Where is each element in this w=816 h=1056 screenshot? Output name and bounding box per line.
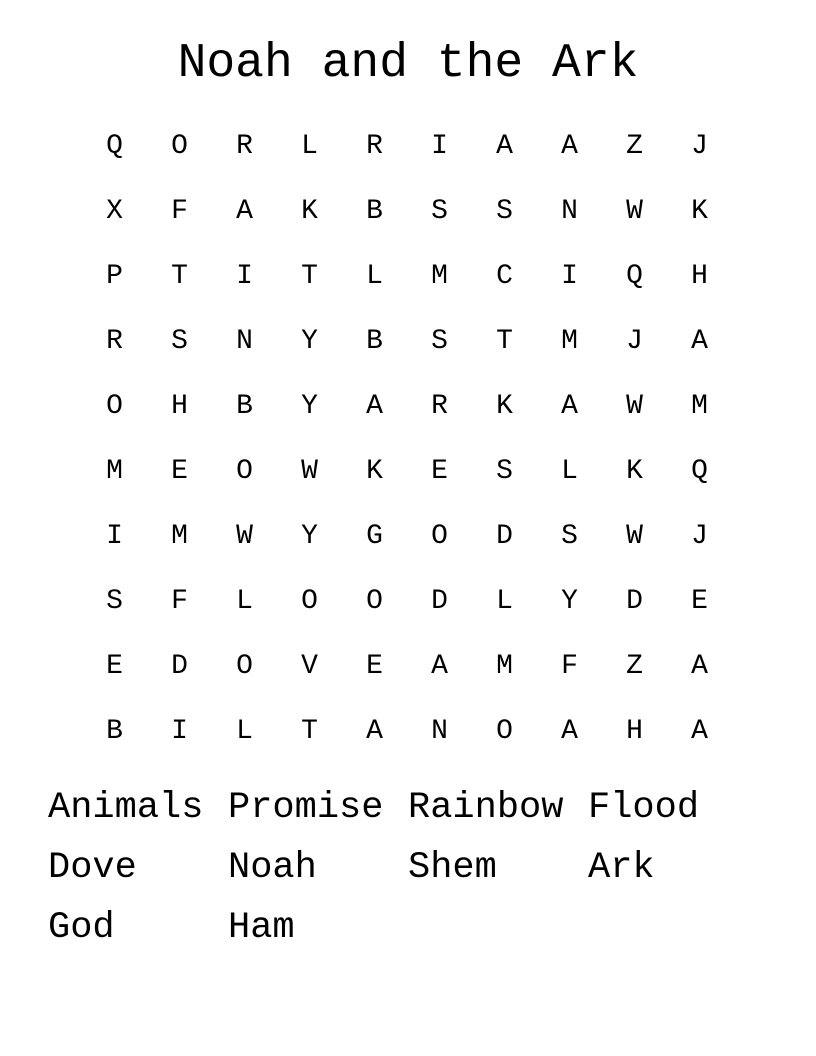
grid-letter: I [431,130,448,162]
grid-letter: S [431,325,448,357]
grid-letter: R [106,325,123,357]
grid-letter: Y [301,325,318,357]
grid-letter: F [171,195,188,227]
grid-letter: R [366,130,383,162]
grid-letter: I [171,715,188,747]
grid-letter: A [691,715,708,747]
grid-letter: C [496,260,513,292]
grid-letter: M [431,260,448,292]
grid-letter: D [171,650,188,682]
grid-letter: Y [301,390,318,422]
grid-letter: I [106,520,123,552]
grid-letter: O [431,520,448,552]
grid-letter: T [171,260,188,292]
grid-letter: J [691,130,708,162]
grid-letter: D [626,585,643,617]
grid-letter: Q [106,130,123,162]
grid-letter: Q [691,455,708,487]
grid-letter: A [366,390,383,422]
grid-letter: B [236,390,253,422]
word-list-item: Animals [48,787,204,829]
grid-letter: O [236,455,253,487]
letter-grid [82,114,732,764]
grid-letter: K [496,390,513,422]
grid-letter: W [236,520,253,552]
grid-letter: H [626,715,643,747]
grid-letter: K [301,195,318,227]
grid-letter: E [171,455,188,487]
grid-letter: O [301,585,318,617]
grid-letter: Y [561,585,578,617]
grid-letter: Q [626,260,643,292]
grid-letter: L [366,260,383,292]
grid-letter: A [561,390,578,422]
grid-letter: A [691,650,708,682]
grid-letter: T [496,325,513,357]
grid-letter: V [301,650,318,682]
grid-letter: A [561,715,578,747]
grid-letter: R [431,390,448,422]
grid-letter: W [301,455,318,487]
grid-letter: A [691,325,708,357]
word-list-item: God [48,907,115,949]
grid-letter: G [366,520,383,552]
grid-letter: F [171,585,188,617]
grid-letter: Z [626,650,643,682]
grid-letter: N [561,195,578,227]
grid-letter: L [561,455,578,487]
word-list-item: Promise [228,787,384,829]
word-list-item: Ark [588,847,655,889]
grid-letter: Z [626,130,643,162]
grid-letter: M [561,325,578,357]
grid-letter: B [366,325,383,357]
grid-letter: T [301,260,318,292]
grid-letter: Y [301,520,318,552]
grid-letter: K [366,455,383,487]
word-list [48,780,768,960]
grid-letter: J [691,520,708,552]
grid-letter: M [691,390,708,422]
grid-letter: A [496,130,513,162]
grid-letter: L [301,130,318,162]
grid-letter: W [626,195,643,227]
grid-letter: H [171,390,188,422]
grid-letter: S [431,195,448,227]
grid-letter: K [691,195,708,227]
grid-letter: A [561,130,578,162]
word-list-item: Shem [408,847,497,889]
grid-letter: W [626,390,643,422]
word-list-item: Rainbow [408,787,564,829]
grid-letter: X [106,195,123,227]
grid-letter: I [561,260,578,292]
grid-letter: P [106,260,123,292]
grid-letter: N [236,325,253,357]
grid-letter: F [561,650,578,682]
grid-letter: S [561,520,578,552]
grid-letter: T [301,715,318,747]
page-title: Noah and the Ark [177,37,639,91]
grid-letter: O [236,650,253,682]
grid-letter: O [496,715,513,747]
grid-letter: S [106,585,123,617]
grid-letter: E [106,650,123,682]
grid-letter: A [366,715,383,747]
grid-letter: O [171,130,188,162]
grid-letter: B [106,715,123,747]
grid-letter: O [106,390,123,422]
grid-letter: O [366,585,383,617]
grid-letter: K [626,455,643,487]
grid-letter: D [431,585,448,617]
grid-letter: S [171,325,188,357]
grid-letter: W [626,520,643,552]
grid-letter: L [236,585,253,617]
word-list-item: Dove [48,847,137,889]
grid-letter: H [691,260,708,292]
grid-letter: S [496,455,513,487]
grid-letter: E [431,455,448,487]
grid-letter: A [431,650,448,682]
grid-letter: L [496,585,513,617]
word-list-item: Ham [228,907,295,949]
grid-letter: L [236,715,253,747]
grid-letter: E [691,585,708,617]
grid-letter: A [236,195,253,227]
grid-letter: E [366,650,383,682]
grid-letter: M [171,520,188,552]
grid-letter: M [496,650,513,682]
word-list-item: Flood [588,787,700,829]
grid-letter: I [236,260,253,292]
grid-letter: B [366,195,383,227]
grid-letter: S [496,195,513,227]
grid-letter: D [496,520,513,552]
grid-letter: R [236,130,253,162]
grid-letter: M [106,455,123,487]
grid-letter: J [626,325,643,357]
grid-letter: N [431,715,448,747]
word-list-item: Noah [228,847,317,889]
